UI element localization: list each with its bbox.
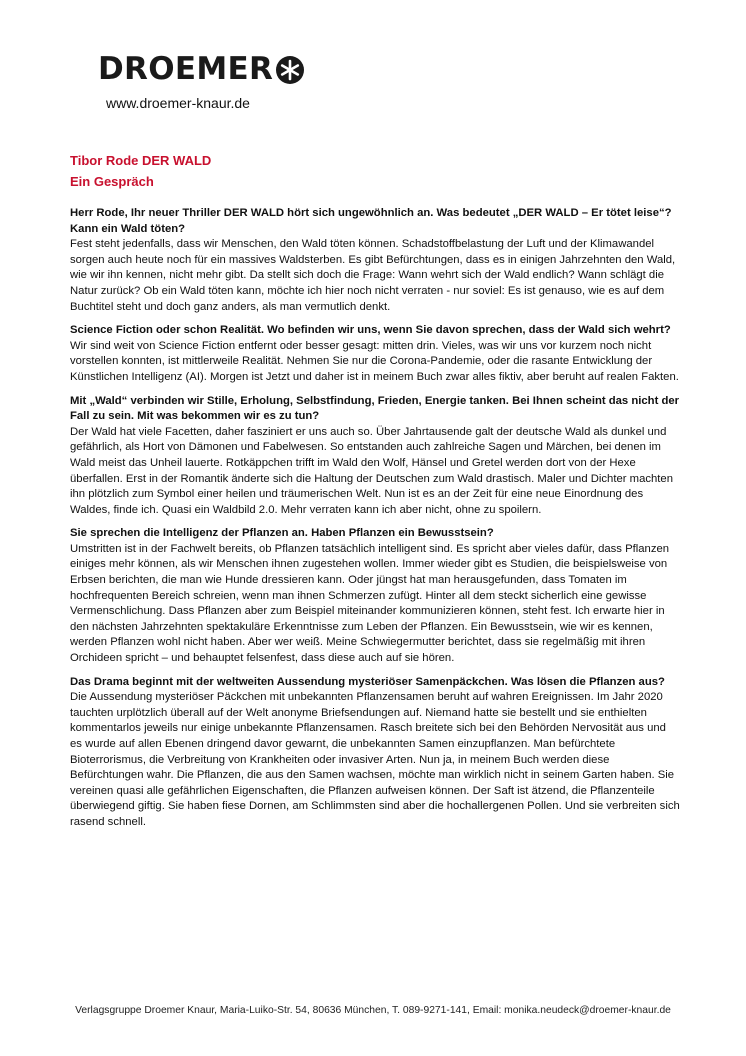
answer: Die Aussendung mysteriöser Päckchen mit unbekannten Pflanzensamen beruht auf wahren Ereignissen. Im Jahr 2020 tauchten urplötzlich überall auf der Welt anonyme Briefsendungen auf. Niemand hatte sie bestellt und sie enthielten kommentarlos jeweils nur einige unbekannte Pflanzensamen. Rasch breitete sich bei den Behörden Nervosität aus und es wurde auf allen Ebenen dringend davor gewarnt, die unbekannten Samen einzupflanzen. Man befürchtete Bioterrorismus, die Verbreitung von Krankheiten oder invasiver Arten. Nun ja, in meinem Buch werden diese Befürchtungen wahr. Die Pflanzen, die aus den Samen wachsen, möchte man wirklich nicht in seinem Garten haben. Sie vereinen quasi alle gefährlichen Eigenschaften, die Pflanzen aufweisen können. Der Saft ist ätzend, die Pflanzenteile überwiegend giftig. Sie haben fiese Dornen, am Schlimmsten sind aber die hochallergenen Pollen. Und sie verbreiten sich rasend schnell. <box>70 691 680 828</box>
book-title: Tibor Rode DER WALD <box>70 153 212 168</box>
answer: Fest steht jedenfalls, dass wir Menschen, den Wald töten können. Schadstoffbelastung der Luft und der Klimawandel sorgen auch heute noch für ein massives Waldsterben. Es gibt Befürchtungen, dass es in einigen Jahrzehnten den Wald, wie wir ihn kennen, nicht mehr gibt. Da stellt sich doch die Frage: Wann wehrt sich der Wald endlich? Wann schlägt die Natur zurück? Ob ein Wald töten kann, möchte ich hier noch nicht verraten - nur soviel: Es ist genauso, wie es auf dem Buchtitel steht und doch ganz anders, als man vermutlich denkt. <box>70 238 676 313</box>
website-url[interactable]: www.droemer-knaur.de <box>106 95 250 111</box>
qa-block <box>70 675 680 831</box>
question: Mit „Wald“ verbinden wir Stille, Erholung, Selbstfindung, Frieden, Energie tanken. Bei Ihnen scheint das nicht der Fall zu sein. Mit was bekommen wir es zu tun? <box>70 394 680 423</box>
qa-block <box>70 206 680 315</box>
publisher-footer: Verlagsgruppe Droemer Knaur, Maria-Luiko-Str. 54, 80636 München, T. 089-9271-141, Email: monika.neudeck@droemer-knaur.de <box>75 1005 671 1016</box>
question: Das Drama beginnt mit der weltweiten Aussendung mysteriöser Samenpäckchen. Was lösen die Pflanzen aus? <box>70 675 665 688</box>
logo-wordmark: DROEMER <box>98 51 274 87</box>
qa-block <box>70 323 680 385</box>
answer: Wir sind weit von Science Fiction entfernt oder besser gesagt: mitten drin. Vieles, was wir uns vor kurzem noch nicht vorstellen konnten, ist mittlerweile Realität. Nehmen Sie nur die Corona-Pandemie, oder die rasante Entwicklung der Künstlichen Intelligenz (AI). Morgen ist Jetzt und daher ist in meinem Buch zwar alles fiktiv, aber beruht auf realen Fakten. <box>70 339 679 383</box>
answer: Der Wald hat viele Facetten, daher fasziniert er uns auch so. Über Jahrtausende galt der deutsche Wald als dunkel und gefährlich, als Hort von Dämonen und Fabelwesen. So entstanden auch zahlreiche Sagen und Märchen, bei denen im Wald meist das Unheil lauerte. Rotkäppchen trifft im Wald den Wolf, Hänsel und Gretel werden dort von der Hexe überfallen. Erst in der Romantik änderte sich die Haltung der Deutschen zum Wald drastisch. Maler und Dichter machten ihn plötzlich zum Symbol einer heilen und träumerischen Welt. Nun ist es an der Zeit für eine neue Einordnung des Waldes, finde ich. Quasi ein Waldbild 2.0. Mehr verraten kann ich aber nicht, ohne zu spoilern. <box>70 425 673 516</box>
qa-block <box>70 526 680 666</box>
document-heading <box>70 150 211 192</box>
question: Science Fiction oder schon Realität. Wo befinden wir uns, wenn Sie davon sprechen, dass der Wald sich wehrt? <box>70 324 671 337</box>
qa-block <box>70 394 680 519</box>
question: Sie sprechen die Intelligenz der Pflanzen an. Haben Pflanzen ein Bewusstsein? <box>70 527 494 540</box>
question: Herr Rode, Ihr neuer Thriller DER WALD hört sich ungewöhnlich an. Was bedeutet „DER WALD – Er tötet leise“? Kann ein Wald töten? <box>70 207 672 235</box>
document-subtitle: Ein Gespräch <box>70 174 154 189</box>
asterisk-circle-icon <box>275 55 305 85</box>
interview-content <box>70 206 680 839</box>
answer: Umstritten ist in der Fachwelt bereits, ob Pflanzen tatsächlich intelligent sind. Es spricht aber vieles dafür, dass Pflanzen einiges mehr können, als wir Menschen ihnen zugestehen wollen. Immer wieder gibt es Studien, die beispielsweise von Erbsen berichten, die man wie Hunde dressieren kann. Oder jüngst hat man herausgefunden, dass Tomaten im hochfrequenten Bereich schreien, wenn man ihnen Schmerzen zufügt. Hinter all dem steckt sicherlich eine gewisse Vermenschlichung. Dass Pflanzen aber zum Beispiel miteinander kommunizieren können, steht fest. Ich erwarte hier in den nächsten Jahrzehnten spektakuläre Erkenntnisse zum Leben der Pflanzen. Ein Bewusstsein, wie wir es kennen, werden Pflanzen wohl nicht haben. Aber wer weiß. Meine Schwiegermutter berichtet, dass sie regelmäßig mit ihren Orchideen spricht – und behauptet felsenfest, dass diese auch auf sie hören. <box>70 542 670 665</box>
publisher-logo <box>98 51 305 87</box>
